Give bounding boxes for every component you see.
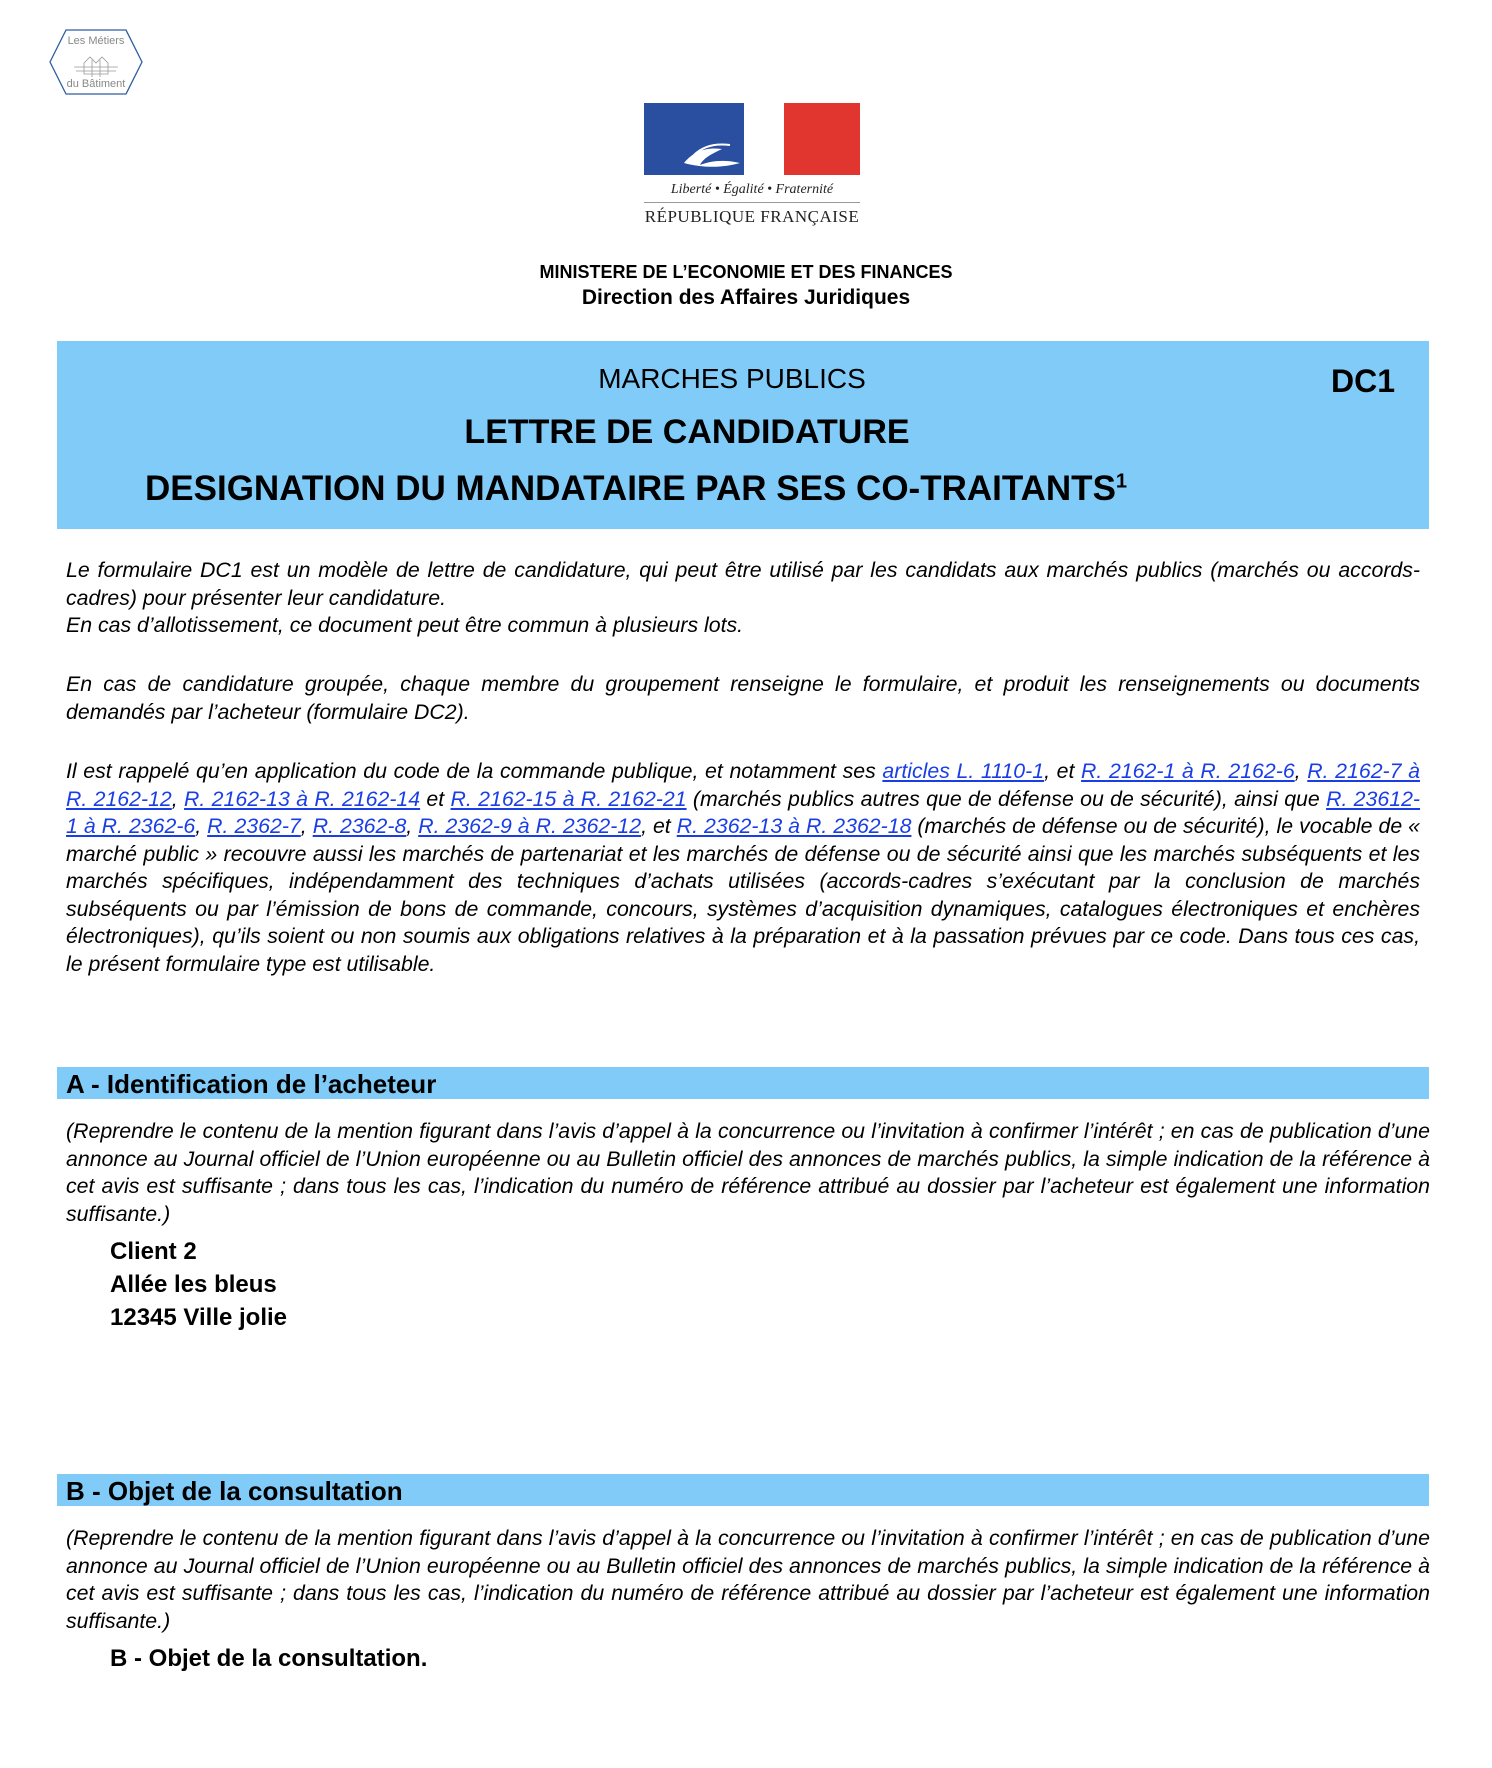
section-b-title: B - Objet de la consultation	[66, 1476, 403, 1506]
text: Il est rappelé qu’en application du code de la commande publique, et notamment ses	[66, 759, 883, 783]
form-code: DC1	[1330, 363, 1395, 399]
form-category: MARCHES PUBLICS	[598, 363, 866, 394]
ministry-direction: Direction des Affaires Juridiques	[581, 286, 911, 309]
link-r2362-7[interactable]: R. 2362-7	[207, 814, 301, 838]
section-a-header	[57, 1067, 1429, 1099]
intro-paragraph-2: En cas de candidature groupée, chaque membre du groupement renseigne le formulaire, et produit les renseignements ou documents demandés par l’acheteur (formulaire DC2).	[66, 672, 1420, 724]
text: ,	[1294, 759, 1308, 783]
text: , et	[641, 814, 677, 838]
section-b-instructions: (Reprendre le contenu de la mention figurant dans l’avis d’appel à la concurrence ou l’invitation à confirmer l’intérêt ; en cas de publication d’une annonce au Journal officiel de l’Union européenne ou au Bulletin officiel des annonces de marchés publics, la simple indication de la référence à cet avis est suffisante ; dans tous les cas, l’indication du numéro de référence attribué au dossier par l’acheteur est également une information suffisante.)	[66, 1526, 1430, 1633]
consultation-object-field[interactable]: B - Objet de la consultation.	[110, 1645, 428, 1672]
building-logo-icon	[46, 27, 146, 97]
link-r2162-15[interactable]: R. 2162-15 à R. 2162-21	[450, 786, 687, 811]
buyer-address[interactable]	[110, 1235, 287, 1334]
link-article-l1110-1[interactable]: articles L. 1110-1	[882, 759, 1045, 783]
link-r2162-13[interactable]: R. 2162-13 à R. 2162-14	[184, 786, 421, 811]
intro-paragraph-1	[66, 557, 1420, 640]
footnote-marker[interactable]: 1	[1115, 470, 1128, 493]
buyer-name[interactable]: Client 2	[110, 1238, 197, 1265]
form-title-banner	[57, 341, 1429, 529]
section-a-instructions: (Reprendre le contenu de la mention figurant dans l’avis d’appel à la concurrence ou l’invitation à confirmer l’intérêt ; en cas de publication d’une annonce au Journal officiel de l’Union européenne ou au Bulletin officiel des annonces de marchés publics, la simple indication de la référence à cet avis est suffisante ; dans tous les cas, l’indication du numéro de référence attribué au dossier par l’acheteur est également une information suffisante.)	[66, 1119, 1430, 1226]
logo-line1: Les Métiers	[67, 35, 125, 47]
republic-name: RÉPUBLIQUE FRANÇAISE	[644, 207, 860, 226]
republic-motto: Liberté • Égalité • Fraternité	[670, 182, 834, 197]
text: ,	[300, 814, 313, 838]
link-r2162-7[interactable]: R. 2162-7 à R. 2162-12	[66, 759, 1420, 811]
text: (marchés publics autres que de défense ou de sécurité), ainsi que	[686, 786, 1327, 811]
text: (marchés de défense ou de sécurité), le vocable de « marché public » recouvre aussi les marchés de partenariat et les marchés de défense ou de sécurité ainsi que les marchés subséquents et les marchés spécifiques, indépendamment des techniques d’achats utilisées (accords-cadres s’exécutant par la conclusion de marchés subséquents ou par l’émission de bons de commande, concours, systèmes d’acquisition dynamiques, catalogues électroniques et enchères électroniques), qu’ils soient ou non soumis aux obligations relatives à la préparation et à la passation prévues par ce code. Dans tous ces cas, le présent formulaire type est utilisable.	[66, 814, 1420, 976]
marianne-flag-icon	[644, 103, 860, 175]
text: ,	[195, 814, 208, 838]
link-r2362-9[interactable]: R. 2362-9 à R. 2362-12	[418, 814, 642, 838]
logo-line2: du Bâtiment	[66, 78, 126, 90]
text: ,	[171, 786, 185, 811]
designation-text: DESIGNATION DU MANDATAIRE PAR SES CO-TRAITANTS	[145, 469, 1116, 508]
text: ,	[406, 814, 419, 838]
marianne-logo	[644, 103, 860, 233]
company-logo	[46, 27, 146, 97]
section-a-title: A - Identification de l’acheteur	[66, 1069, 437, 1099]
text: , et	[1044, 759, 1082, 783]
section-b-header	[57, 1474, 1429, 1506]
buyer-city[interactable]: 12345 Ville jolie	[110, 1304, 288, 1331]
buyer-street[interactable]: Allée les bleus	[110, 1271, 277, 1298]
motto-divider	[644, 202, 860, 203]
link-r2162-1[interactable]: R. 2162-1 à R. 2162-6	[1081, 759, 1295, 783]
intro-text-2: En cas d’allotissement, ce document peut être commun à plusieurs lots.	[66, 613, 744, 637]
link-r2362-13[interactable]: R. 2362-13 à R. 2362-18	[676, 814, 912, 838]
link-r2362-8[interactable]: R. 2362-8	[312, 814, 407, 838]
intro-text-1: Le formulaire DC1 est un modèle de lettre de candidature, qui peut être utilisé par les candidats aux marchés publics (marchés ou accords-cadres) pour présenter leur candidature.	[66, 558, 1420, 610]
ministry-name: MINISTERE DE L’ECONOMIE ET DES FINANCES	[539, 262, 953, 282]
text: et	[420, 786, 451, 811]
form-designation	[145, 469, 1127, 509]
link-r23612-1[interactable]: R. 23612-1 à R. 2362-6	[66, 786, 1421, 838]
intro-paragraph-3	[66, 758, 1420, 978]
form-title: LETTRE DE CANDIDATURE	[464, 413, 910, 451]
